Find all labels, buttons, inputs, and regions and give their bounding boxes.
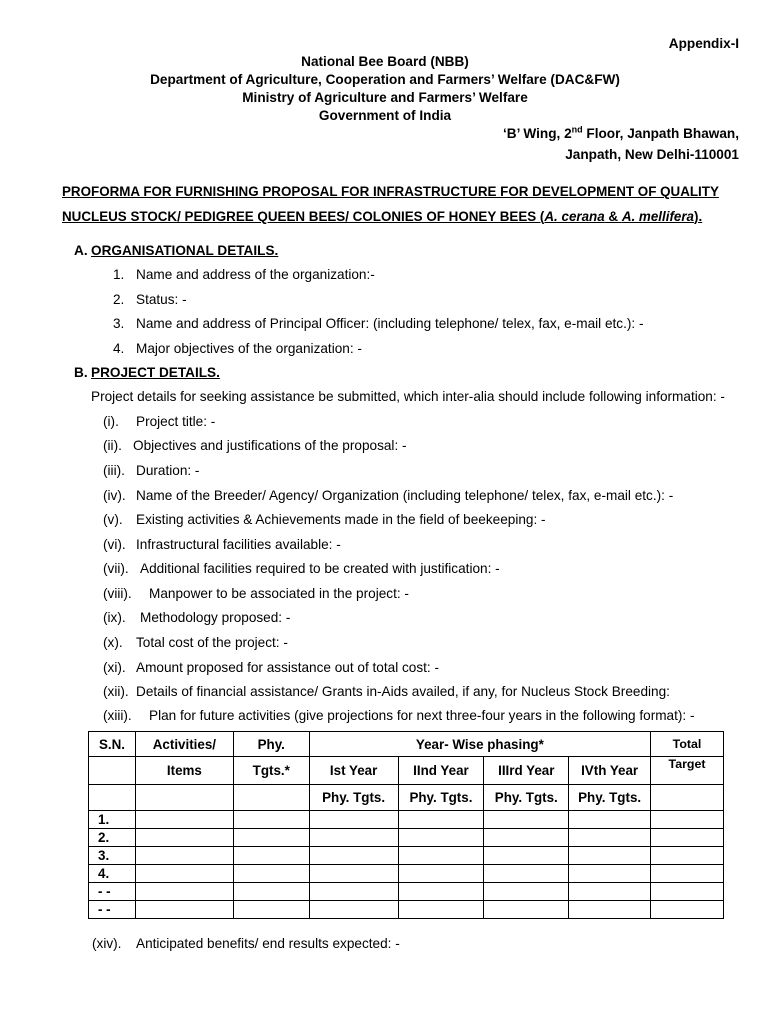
address-pre: ‘B’ Wing, 2 bbox=[503, 126, 572, 141]
header-tgts: Tgts.* bbox=[233, 757, 309, 785]
section-b-label: B. bbox=[74, 365, 88, 380]
list-item-number: 4. bbox=[113, 341, 125, 356]
header-phy: Phy. bbox=[233, 732, 309, 757]
list-item-number: (i). bbox=[103, 414, 119, 429]
section-a-label: A. bbox=[74, 243, 88, 258]
address-line-1 bbox=[503, 126, 739, 141]
header-year-wise-phasing: Year- Wise phasing* bbox=[309, 732, 650, 757]
table-row-sn: 2. bbox=[89, 829, 136, 847]
list-item-text: Manpower to be associated in the project: - bbox=[149, 586, 409, 601]
header-year-2: IInd Year bbox=[398, 757, 484, 785]
list-item-number: (iv). bbox=[103, 488, 126, 503]
address-line-2: Janpath, New Delhi-110001 bbox=[565, 147, 739, 162]
list-item-text: Major objectives of the organization: - bbox=[136, 341, 362, 356]
list-item-number: (viii). bbox=[103, 586, 132, 601]
header-year-4: IVth Year bbox=[569, 757, 651, 785]
header-total: Total bbox=[651, 732, 724, 757]
list-item-number: 3. bbox=[113, 316, 125, 331]
table-row-sn: - - bbox=[89, 883, 136, 901]
list-item-number: (xii). bbox=[103, 684, 129, 699]
header-target: Target bbox=[651, 757, 724, 785]
table-row-sn: 4. bbox=[89, 865, 136, 883]
list-item-number: (xi). bbox=[103, 660, 126, 675]
table-row-sn: 1. bbox=[89, 811, 136, 829]
header-activities: Activities/ bbox=[135, 732, 233, 757]
org-name: National Bee Board (NBB) bbox=[301, 54, 469, 69]
species-cerana: A. cerana bbox=[544, 209, 605, 224]
list-item-number: (xiii). bbox=[103, 708, 132, 723]
list-item-text: Infrastructural facilities available: - bbox=[136, 537, 341, 552]
header-phy-tgts-2: Phy. Tgts. bbox=[398, 785, 484, 811]
list-item-text: Name and address of the organization:- bbox=[136, 267, 375, 282]
list-item-text: Duration: - bbox=[136, 463, 200, 478]
list-item-number: (xiv). bbox=[92, 936, 122, 951]
list-item-text: Existing activities & Achievements made in the field of beekeeping: - bbox=[136, 512, 546, 527]
list-item-number: (v). bbox=[103, 512, 123, 527]
list-item-text: Anticipated benefits/ end results expected: - bbox=[136, 936, 400, 951]
header-year-1: Ist Year bbox=[309, 757, 398, 785]
list-item-text: Details of financial assistance/ Grants in-Aids availed, if any, for Nucleus Stock Breeding: bbox=[136, 684, 670, 699]
list-item-number: (vii). bbox=[103, 561, 129, 576]
table-row-sn: - - bbox=[89, 901, 136, 919]
list-item-text: Status: - bbox=[136, 292, 187, 307]
section-a-heading: ORGANISATIONAL DETAILS. bbox=[91, 243, 279, 258]
list-item-text: Project title: - bbox=[136, 414, 216, 429]
list-item-text: Methodology proposed: - bbox=[140, 610, 291, 625]
list-item-number: (iii). bbox=[103, 463, 125, 478]
title-pre: NUCLEUS STOCK/ PEDIGREE QUEEN BEES/ COLONIES OF HONEY BEES ( bbox=[62, 209, 545, 224]
list-item-number: (ii). bbox=[103, 438, 122, 453]
header-items: Items bbox=[135, 757, 233, 785]
list-item-number: 1. bbox=[113, 267, 125, 282]
title-amp: & bbox=[604, 209, 622, 224]
list-item-text: Amount proposed for assistance out of total cost: - bbox=[136, 660, 439, 675]
header-phy-tgts-3: Phy. Tgts. bbox=[484, 785, 569, 811]
header-phy-tgts-1: Phy. Tgts. bbox=[309, 785, 398, 811]
header-sn: S.N. bbox=[89, 732, 136, 757]
list-item-text: Plan for future activities (give projections for next three-four years in the following format): - bbox=[149, 708, 695, 723]
proforma-title-line-2 bbox=[62, 209, 702, 224]
proforma-title-line-1: PROFORMA FOR FURNISHING PROPOSAL FOR INFRASTRUCTURE FOR DEVELOPMENT OF QUALITY bbox=[62, 184, 719, 199]
ministry-name: Ministry of Agriculture and Farmers’ Welfare bbox=[242, 90, 528, 105]
list-item-number: 2. bbox=[113, 292, 125, 307]
title-post: ). bbox=[694, 209, 703, 224]
address-sup: nd bbox=[571, 124, 583, 135]
address-post: Floor, Janpath Bhawan, bbox=[582, 126, 739, 141]
table-row-sn: 3. bbox=[89, 847, 136, 865]
section-b-heading: PROJECT DETAILS. bbox=[91, 365, 220, 380]
list-item-text: Name of the Breeder/ Agency/ Organization (including telephone/ telex, fax, e-mail etc.): - bbox=[136, 488, 674, 503]
list-item-text: Additional facilities required to be created with justification: - bbox=[140, 561, 500, 576]
list-item-text: Objectives and justifications of the proposal: - bbox=[133, 438, 407, 453]
species-mellifera: A. mellifera bbox=[621, 209, 695, 224]
header-phy-tgts-4: Phy. Tgts. bbox=[569, 785, 651, 811]
section-b-intro: Project details for seeking assistance be submitted, which inter-alia should include following information: - bbox=[91, 389, 725, 404]
list-item-text: Total cost of the project: - bbox=[136, 635, 288, 650]
list-item-number: (x). bbox=[103, 635, 123, 650]
list-item-number: (ix). bbox=[103, 610, 126, 625]
future-activities-table bbox=[88, 731, 724, 919]
department-name: Department of Agriculture, Cooperation and Farmers’ Welfare (DAC&FW) bbox=[150, 72, 620, 87]
appendix-label: Appendix-I bbox=[668, 36, 739, 51]
header-year-3: IIIrd Year bbox=[484, 757, 569, 785]
list-item-number: (vi). bbox=[103, 537, 126, 552]
government-name: Government of India bbox=[318, 108, 452, 123]
list-item-text: Name and address of Principal Officer: (including telephone/ telex, fax, e-mail etc.): - bbox=[136, 316, 644, 331]
